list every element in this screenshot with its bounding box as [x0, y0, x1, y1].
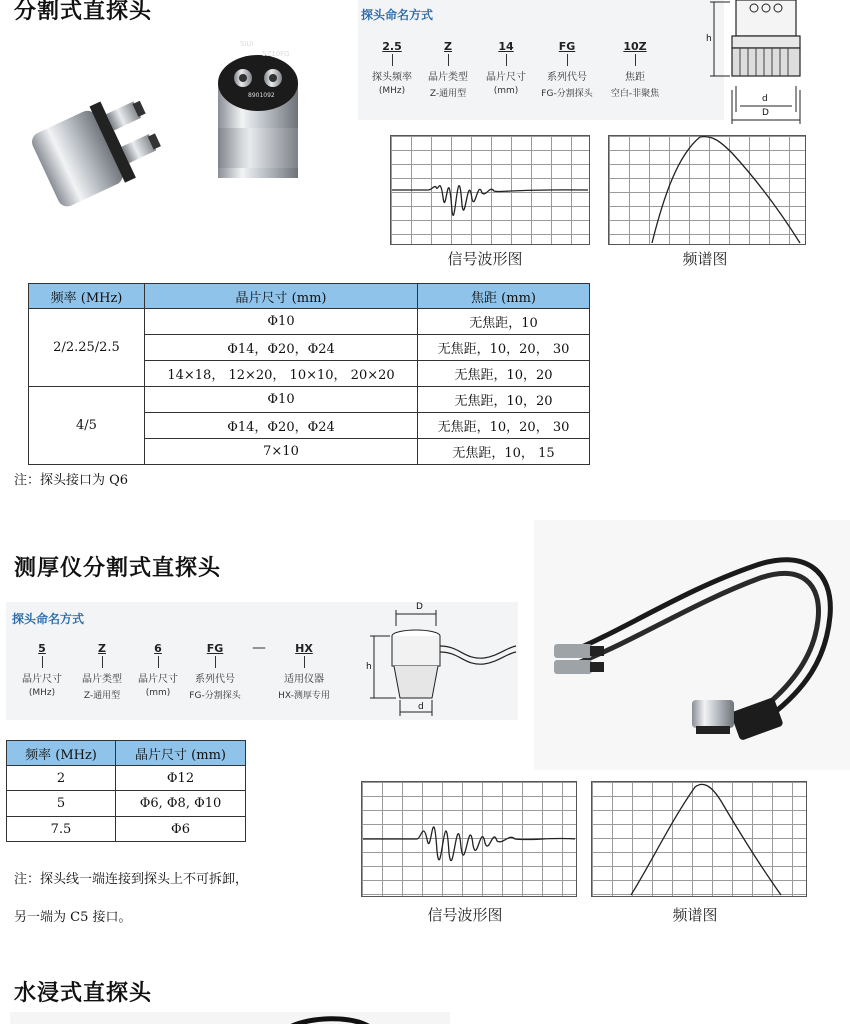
- dimension-h-2: h: [366, 662, 372, 672]
- table-cell: Φ12: [116, 766, 246, 791]
- table-cell: 无焦距，10: [418, 309, 590, 335]
- naming-title: 探头命名方式: [12, 612, 85, 626]
- table-cell: 5: [7, 791, 116, 817]
- table-cell: 无焦距，10，20， 30: [418, 413, 590, 439]
- frequency-table-1: [28, 283, 590, 465]
- table-cell: Φ6, Φ8, Φ10: [116, 791, 246, 817]
- dimension-d-2: d: [418, 702, 424, 712]
- naming-code-frequency: 5 晶片尺寸 (MHz): [22, 642, 62, 698]
- product-model-mark: 5Z10FG: [262, 50, 290, 58]
- table2-header-frequency: 频率 (MHz): [7, 741, 116, 766]
- naming-title: 探头命名方式: [361, 8, 434, 22]
- product-brand-mark: SIUI: [240, 40, 254, 48]
- spectrum-trace-1: [608, 135, 806, 245]
- section2-note-line1: 注：探头线一端连接到探头上不可拆卸，: [14, 872, 249, 887]
- naming-code-focus: 10Z 焦距 空白-非聚焦: [610, 40, 660, 99]
- table2-header-size: 晶片尺寸 (mm): [116, 741, 246, 766]
- section2-title: 测厚仪分割式直探头: [14, 556, 222, 581]
- table-cell: Φ6: [116, 817, 246, 842]
- table-cell: 无焦距，10， 15: [418, 439, 590, 465]
- dimension-d-1: d: [762, 94, 768, 104]
- naming-code-frequency: 2.5 探头频率 (MHz): [372, 40, 412, 96]
- naming-code-series: FG 系列代号 FG-分割探头: [541, 40, 593, 99]
- spectrum-trace-2: [591, 781, 807, 897]
- table1-header-focus: 焦距 (mm): [418, 284, 590, 309]
- naming-code-type: Z 晶片类型 Z-通用型: [428, 40, 468, 99]
- table-cell: 2: [7, 766, 116, 791]
- table-cell: 7×10: [145, 439, 418, 465]
- probe-dimension-drawing-1: [700, 0, 820, 130]
- table-cell: 7.5: [7, 817, 116, 842]
- waveform-caption-1: 信号波形图: [447, 250, 523, 268]
- frequency-table-2: [6, 740, 246, 842]
- naming-code-size: 6 晶片尺寸 (mm): [138, 642, 178, 698]
- table1-header-size: 晶片尺寸 (mm): [145, 284, 418, 309]
- naming-code-size: 14 晶片尺寸 (mm): [486, 40, 526, 96]
- section1-note: 注：探头接口为 Q6: [14, 473, 129, 488]
- signal-waveform-trace-1: [390, 135, 590, 245]
- probe-dimension-drawing-2: [360, 606, 518, 718]
- naming-code-instrument: HX 适用仪器 HX-测厚专用: [278, 642, 330, 701]
- waveform-caption-2: 信号波形图: [427, 906, 503, 924]
- dimension-D-1: D: [762, 108, 769, 118]
- table-cell: Φ14，Φ20，Φ24: [145, 335, 418, 361]
- signal-waveform-trace-2: [361, 781, 577, 897]
- dimension-h-1: h: [706, 34, 712, 44]
- table1-header-frequency: 频率 (MHz): [29, 284, 145, 309]
- naming-panel-1: [358, 0, 724, 120]
- naming-code-type: Z 晶片类型 Z-通用型: [82, 642, 122, 701]
- section2-note-line2: 另一端为 C5 接口。: [14, 910, 132, 925]
- table-cell: 无焦距，10，20: [418, 361, 590, 387]
- thickness-probe-cable-photo: [534, 520, 850, 770]
- table-cell: Φ10: [145, 309, 418, 335]
- probe-top-view: [218, 55, 298, 178]
- spectrum-caption-2: 频谱图: [672, 906, 718, 924]
- table-cell: Φ14，Φ20，Φ24: [145, 413, 418, 439]
- product-serial-mark: 8901092: [248, 92, 275, 99]
- section3-title: 水浸式直探头: [14, 981, 153, 1006]
- table-cell: Φ10: [145, 387, 418, 413]
- table-cell: 4/5: [29, 387, 145, 465]
- immersion-probe-photo: [10, 1012, 450, 1024]
- table-cell: 无焦距，10，20， 30: [418, 335, 590, 361]
- naming-dash: —: [252, 640, 266, 656]
- dual-probe-photo: [0, 28, 360, 238]
- naming-code-series: FG 系列代号 FG-分割探头: [189, 642, 241, 701]
- naming-panel-2: [6, 602, 518, 720]
- table-cell: 14×18， 12×20， 10×10， 20×20: [145, 361, 418, 387]
- probe-side-view: [28, 86, 169, 211]
- dimension-D-2: D: [416, 602, 423, 612]
- table-cell: 2/2.25/2.5: [29, 309, 145, 387]
- section1-title: 分割式直探头: [14, 0, 153, 24]
- spectrum-caption-1: 频谱图: [682, 250, 728, 268]
- table-cell: 无焦距，10，20: [418, 387, 590, 413]
